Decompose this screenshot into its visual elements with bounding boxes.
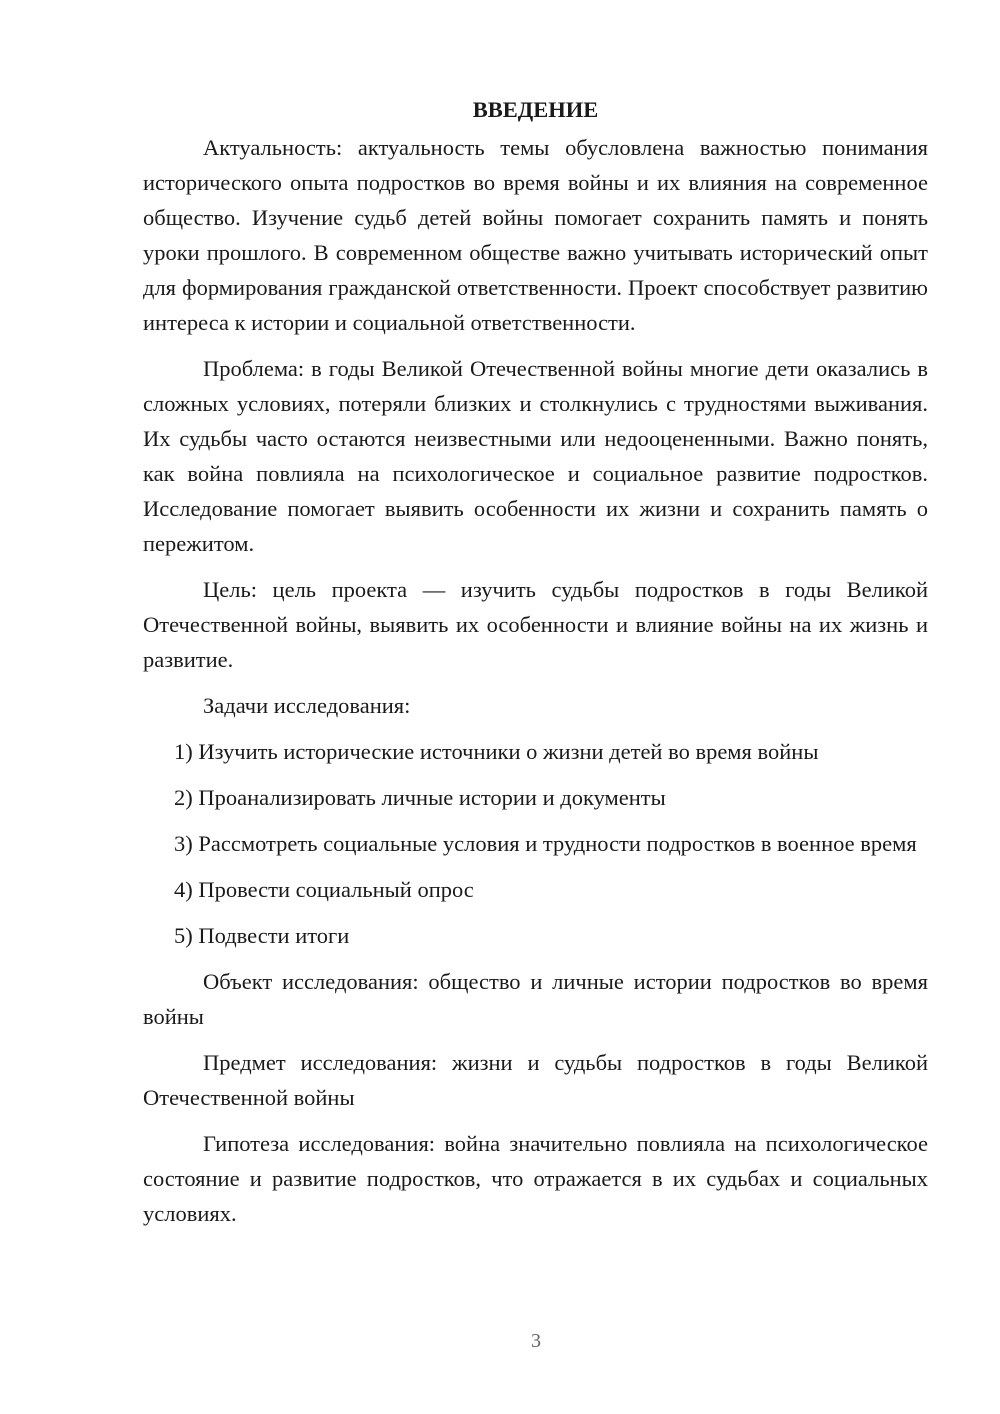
subject-paragraph: Предмет исследования: жизни и судьбы подростков в годы Великой Отечественной войны [143, 1050, 928, 1110]
goal-paragraph: Цель: цель проекта — изучить судьбы подростков в годы Великой Отечественной войны, выявить их особенности и влияние войны на их жизнь и развитие. [143, 577, 928, 672]
document-page [143, 92, 928, 1242]
tasks-title: Задачи исследования: [203, 693, 411, 718]
task-item-2: 2) Проанализировать личные истории и документы [174, 785, 666, 810]
problem-paragraph: Проблема: в годы Великой Отечественной войны многие дети оказались в сложных условиях, потеряли близких и столкнулись с трудностями выживания. Их судьбы часто остаются неизвестными или недооцененными. Важно понять, как война повлияла на психологическое и социальное развитие подростков. Исследование помогает выявить особенности их жизни и сохранить память о пережитом. [143, 356, 928, 556]
task-item-1: 1) Изучить исторические источники о жизни детей во время войны [174, 739, 819, 764]
task-item-3: 3) Рассмотреть социальные условия и трудности подростков в военное время [174, 831, 917, 856]
task-item-4: 4) Провести социальный опрос [174, 877, 474, 902]
page-title: ВВЕДЕНИЕ [472, 97, 599, 122]
task-item-5: 5) Подвести итоги [174, 923, 350, 948]
hypothesis-paragraph: Гипотеза исследования: война значительно повлияла на психологическое состояние и развитие подростков, что отражается в их судьбах и социальных условиях. [143, 1131, 928, 1226]
page-number: 3 [531, 1330, 541, 1352]
relevance-paragraph: Актуальность: актуальность темы обусловлена важностью понимания исторического опыта подростков во время войны и их влияния на современное общество. Изучение судьб детей войны помогает сохранить память и понять уроки прошлого. В современном обществе важно учитывать исторический опыт для формирования гражданской ответственности. Проект способствует развитию интереса к истории и социальной ответственности. [143, 135, 928, 335]
object-paragraph: Объект исследования: общество и личные истории подростков во время войны [143, 969, 928, 1029]
